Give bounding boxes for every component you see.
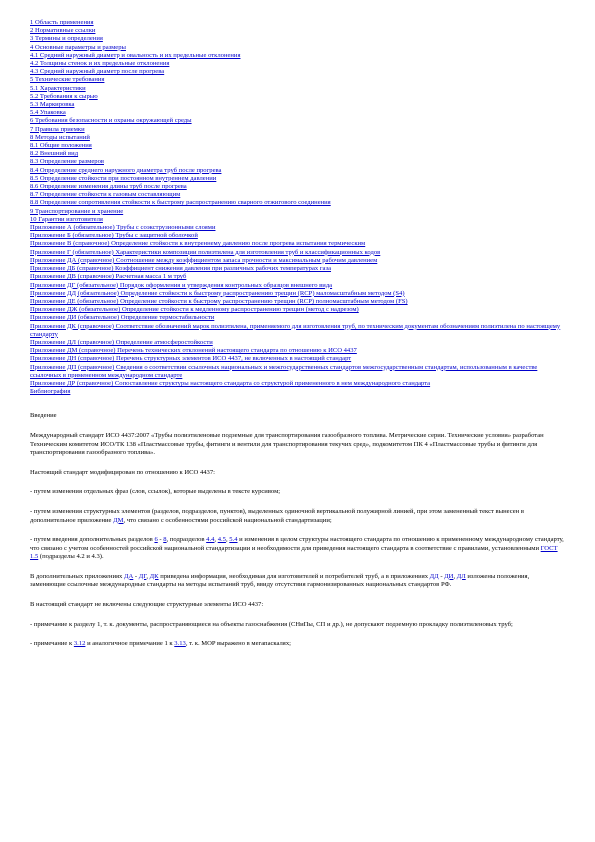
link-appendix-da[interactable]: ДА — [124, 572, 134, 580]
text: - — [157, 536, 164, 544]
text: - путем введения дополнительных разделов — [30, 536, 155, 544]
text: , подразделов — [166, 536, 207, 544]
toc-link[interactable]: 10 Гарантии изготовителя — [30, 215, 103, 223]
text: - — [133, 572, 139, 580]
paragraph-4 — [30, 508, 565, 525]
toc-link[interactable]: 2 Нормативные ссылки — [30, 27, 96, 35]
toc-link[interactable]: Приложение ДЛ (справочное) Определение атмосферостойкости — [30, 338, 213, 346]
toc-link[interactable]: 8.4 Определение среднего наружного диаметра труб после прогрева — [30, 166, 222, 174]
text: и изменения в целом структуры настоящего стандарта по отношению к примененному международному стандарту, что связано с учетом особенностей российской национальной стандартизации и необходимости для приведения настоящего стандарта в соответствие с правилами, установленными — [30, 536, 564, 552]
paragraph-6 — [30, 573, 565, 590]
toc-link[interactable]: Приложение ДГ (обязательное) Порядок оформления и утверждения контрольных образцов внешнего вида — [30, 281, 333, 289]
toc-link[interactable]: 5.3 Маркировка — [30, 101, 75, 109]
paragraph-2: Настоящий стандарт модифицирован по отношению к ИСО 4437: — [30, 468, 215, 476]
toc-link[interactable]: 8 Методы испытаний — [30, 133, 90, 141]
toc-link[interactable]: Приложение А (обязательное) Трубы с соэкструзионными слоями — [30, 224, 216, 232]
link-section-8[interactable]: 8 — [163, 536, 167, 544]
link-subsection-4-5[interactable]: 4.5 — [217, 536, 226, 544]
toc-link[interactable]: 8.5 Определение стойкости при постоянном внутреннем давлении — [30, 174, 217, 182]
section-heading: Введение — [30, 412, 57, 420]
toc-link[interactable]: 8.3 Определение размеров — [30, 158, 104, 166]
toc-link[interactable]: Приложение ДД (обязательное) Определение стойкости к быстрому распространению трещин (RCP) маломасштабным методом (S4) — [30, 289, 405, 297]
text: (подразделы 4.2 и 4.3). — [38, 553, 104, 561]
toc-link[interactable]: 5.4 Упаковка — [30, 109, 66, 117]
toc-link[interactable]: 3 Термины и определения — [30, 35, 103, 43]
paragraph-8: - примечание к разделу 1, т. к. документы, распространяющиеся на объекты газоснабжения (СНиПы, СП и др.), не допускают подземную прокладку полиэтиленовых труб; — [30, 620, 513, 628]
toc-link[interactable]: Приложение ДБ (справочное) Коэффициент снижения давления при различных рабочих температурах газа — [30, 265, 332, 273]
toc-link[interactable]: Приложение Б (обязательное) Трубы с защитной оболочкой — [30, 232, 198, 240]
toc-link[interactable]: 8.2 Внешний вид — [30, 150, 79, 158]
text: - — [438, 572, 445, 580]
toc-link[interactable]: 1 Область применения — [30, 19, 94, 26]
link-appendix-dd[interactable]: ДД — [429, 572, 439, 580]
toc-link[interactable]: Приложение ДЖ (обязательное) Определение стойкости к медленному распространению трещин (метод с надрезом) — [30, 306, 359, 314]
toc-link[interactable]: Приложение ДП (справочное) Сведения о соответствии ссылочных национальных и межгосударственных стандартов межгосударственным стандартам, использованным в качестве ссылочных в примененном международном стандарте — [30, 363, 538, 379]
toc-link[interactable]: Приложение В (справочное) Определение стойкости к внутреннему давлению после прогрева испытания термическим — [30, 240, 366, 248]
link-appendix-dl[interactable]: ДЛ — [456, 572, 466, 580]
toc-link[interactable]: Библиография — [30, 388, 71, 396]
document-page — [30, 19, 565, 649]
toc-link[interactable]: 4.1 Средний наружный диаметр и овальность и их предельные отклонения — [30, 51, 241, 59]
toc-link[interactable]: 9 Транспортирование и хранение — [30, 207, 124, 215]
text: , т. к. MOP выражено в мегапаскалях; — [185, 640, 291, 648]
table-of-contents — [30, 19, 565, 396]
toc-link[interactable]: Приложение ДМ (справочное) Перечень технических отклонений настоящего стандарта по отношению к ИСО 4437 — [30, 347, 357, 355]
text: В дополнительных приложениях — [30, 572, 125, 580]
text: и аналогичное примечание 1 к — [85, 640, 175, 648]
link-clause-3-13[interactable]: 3.13 — [174, 640, 186, 648]
toc-link[interactable]: 5.2 Требования к сырью — [30, 92, 98, 100]
paragraph-5 — [30, 536, 565, 562]
link-appendix-dm[interactable]: ДМ — [113, 516, 124, 524]
toc-link[interactable]: Приложение ДВ (справочное) Расчетная масса 1 м труб — [30, 273, 187, 281]
toc-link[interactable]: Приложение Г (обязательное) Характеристики композиции полиэтилена для изготовления труб и классификационных кодов — [30, 248, 381, 256]
toc-link[interactable]: 6 Требования безопасности и охраны окружающей среды — [30, 117, 192, 125]
toc-link[interactable]: 5 Технические требования — [30, 76, 105, 84]
paragraph-3: - путем изменения отдельных фраз (слов, ссылок), которые выделены в тексте курсивом; — [30, 488, 281, 496]
toc-link[interactable]: 8.1 Общие положения — [30, 142, 92, 150]
text: , — [146, 572, 150, 580]
toc-link[interactable]: Приложение ДИ (обязательное) Определение термостабильности — [30, 314, 215, 322]
link-section-6[interactable]: 6 — [154, 536, 158, 544]
toc-link[interactable]: Приложение ДН (справочное) Перечень структурных элементов ИСО 4437, не включенных в настоящий стандарт — [30, 355, 352, 363]
paragraph-9 — [30, 640, 565, 649]
toc-link[interactable]: 5.1 Характеристики — [30, 84, 86, 92]
toc-link[interactable]: Приложение ДК (справочное) Соответствие обозначений марок полиэтилена, применяемого для изготовления труб, по техническим документам обозначениям полиэтилена по настоящему стандарту — [30, 322, 561, 338]
paragraph-7: В настоящий стандарт не включены следующие структурные элементы ИСО 4437: — [30, 601, 264, 609]
toc-link[interactable]: Приложение ДЕ (обязательное) Определение стойкости к быстрому распространению трещин (RCP) полномасштабным методом (FS) — [30, 297, 408, 305]
text: , — [214, 536, 218, 544]
toc-link[interactable]: 8.8 Определение сопротивления стойкости к быстрому распространению сварного отжигового соединения — [30, 199, 331, 207]
text: , — [225, 536, 230, 544]
text: , — [453, 572, 457, 580]
paragraph-1: Международный стандарт ИСО 4437:2007 «Трубы полиэтиленовые подземные для транспортирования газообразного топлива. Метрические серии. Технические условия» разработан Техническим комитетом ИСО/ТК 138 «Пластмассовые трубы, фитинги и вентили для транспортирования текучих сред», подкомитетом ПК 4 «Пластмассовые трубы и фитинги для транспортирования газообразного топлива». — [30, 431, 544, 457]
paragraph-4-text-b: , что связано с особенностями российской национальной стандартизации; — [123, 516, 332, 524]
toc-link[interactable]: Приложение ДР (справочное) Сопоставление структуры настоящего стандарта со структурой примененного в нем международного стандарта — [30, 379, 431, 387]
toc-link[interactable]: 4.2 Толщины стенок и их предельные отклонения — [30, 60, 170, 68]
introduction-section — [30, 412, 565, 649]
link-clause-3-12[interactable]: 3.12 — [73, 640, 86, 648]
link-gost-1-5[interactable]: ГОСТ 1.5 — [30, 544, 558, 561]
toc-link[interactable]: 7 Правила приемки — [30, 125, 85, 133]
paragraph-4-text-a: - путем изменения структурных элементов (разделов, подразделов, пунктов), выделенных одиночной вертикальной полужирной линией, при этом замененный текст вынесен в дополнительное приложение — [30, 507, 524, 524]
toc-link[interactable]: 8.7 Определение стойкости к газовым составляющим — [30, 191, 181, 199]
text: изложены положения, заменяющие ссылочные международные стандарты на методы испытаний труб, ввиду отсутствия гармонизированных национальных стандартов РФ. — [30, 572, 530, 589]
link-appendix-dg[interactable]: ДГ — [138, 572, 147, 580]
text: - примечание к — [30, 640, 74, 648]
link-subsection-4-4[interactable]: 4.4 — [206, 536, 215, 544]
link-appendix-di[interactable]: ДИ — [444, 572, 454, 580]
toc-link[interactable]: 4.3 Средний наружный диаметр после прогрева — [30, 68, 165, 76]
link-subsection-5-4[interactable]: 5.4 — [229, 536, 238, 544]
link-appendix-dk[interactable]: ДК — [149, 572, 159, 580]
toc-link[interactable]: 4 Основные параметры и размеры — [30, 43, 126, 51]
toc-link[interactable]: 8.6 Определение изменения длины труб после прогрева — [30, 183, 187, 191]
text: приведена информация, необходимая для изготовителей и потребителей труб, а в приложениях — [158, 572, 430, 580]
toc-link[interactable]: Приложение ДА (справочное) Соотношение между коэффициентом запаса прочности и максимальным рабочим давлением — [30, 256, 378, 264]
